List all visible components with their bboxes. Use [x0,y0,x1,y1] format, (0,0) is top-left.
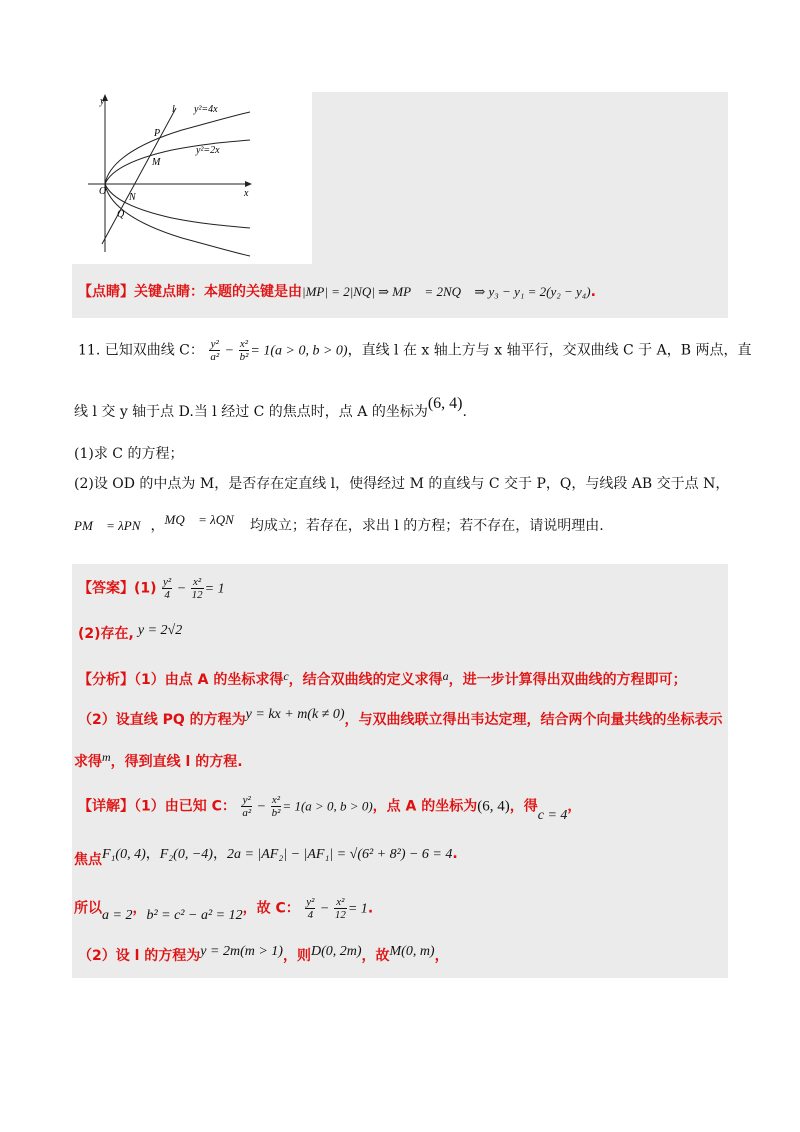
analysis-line-2 [78,707,723,731]
detail1-b: ，点 A 的坐标为 [372,798,478,815]
analysis3-b: ，得到直线 l 的方程. [110,754,243,770]
detail1-y-term: $\frac{\text{y²}}{\text{a²}}$ [242,794,252,819]
analysis-line-1 [78,670,687,690]
parabola-graph [72,92,312,264]
answer-part2-eq: y = 2√2 [137,623,183,638]
problem-line-end: 均成立；若存在，求出 l 的方程；若不存在，请说明理由. [249,518,604,534]
detail1-c-eq: c = 4 [537,807,568,823]
analysis3-m: m [102,750,111,764]
detail4-m: M(0, m) [389,944,435,959]
detail-line-2: 焦点F₁(0, 4)，F₂(0, −4)，2a = |AF₂| − |AF₁| = √(6² + 8²) − 6 = 4. [74,846,458,868]
point-m-label: M [152,157,161,168]
detail3-a: 所以 [74,900,102,917]
problem-line-2 [74,395,467,422]
vector-eq-1: PM⃗ = λPN⃗ [74,518,151,533]
answer-part2-label: (2)存在, [78,626,134,642]
analysis2-a: （2）设直线 PQ 的方程为 [78,712,246,728]
axis-y-label: y [100,96,105,107]
analysis2-eq: y = kx + m(k ≠ 0) [245,707,345,722]
detail-line-1: 【详解】（1）由已知 C： $\frac{\text{y²}}{\text{a²}}$ − $\frac{\text{x²}}{\text{b²}}$ = 1(a > 0, b > 0)，点 A 的坐标为(6, 4)，得c = 4， [78,794,582,823]
detail4-a: （2）设 l 的方程为 [78,948,201,964]
analysis1-b: ，结合双曲线的定义求得 [288,672,443,688]
detail-line-4 [78,946,449,967]
detail3-x-term: $\frac{\text{x²}}{12}$ [334,896,346,921]
curve2-label: y²=2x [196,145,220,156]
detail3-eq1: a = 2 [102,907,133,923]
problem-line-vectors: PM⃗ = λPN⃗，MQ⃗ = λQN⃗ 均成立；若存在，求出 l 的方程；若不存在，请说明理由. [74,512,604,534]
problem-line-1: 11. 已知双曲线 C： $\frac{\text{y²}}{\text{a²}}$ − $\frac{\text{x²}}{\text{b²}}$ = 1(a > 0, b > 0)，直线 l 在 x 轴上方与 x 轴平行，交双曲线 C 于 A，B 两点，直 [78,338,752,363]
point-q-label: Q [117,209,125,220]
detail2-eq: 2a = |AF₂| − |AF₁| = √(6² + 8²) − 6 = 4 [226,847,453,862]
detail1-eq: = 1(a > 0, b > 0) [282,798,373,814]
dianjing-end: . [590,284,596,300]
analysis2-b: ，与双曲线联立得出韦达定理，结合两个向量共线的坐标表示 [344,712,723,728]
detail3-y-term: $\frac{\text{y²}}{4}$ [306,896,315,921]
answer-eq-suffix: = 1 [204,581,225,597]
detail4-d: D(0, 2m) [310,944,362,959]
detail3-end: . [367,900,374,917]
detail-line-3: 所以a = 2，b² = c² − a² = 12，故 C： $\frac{\text{y²}}{4}$ − $\frac{\text{x²}}{12}$ = 1. [74,896,374,923]
detail1-c: ，得 [509,798,538,815]
detail3-eq2: b² = c² − a² = 12 [146,907,243,923]
problem-part2 [74,474,729,494]
problem-line1-rest: ，直线 l 在 x 轴上方与 x 轴平行，交双曲线 C 于 A，B 两点，直 [347,342,752,359]
part2-text: (2)设 OD 的中点为 M，是否存在定直线 l，使得经过 M 的直线与 C 交于 P，Q，与线段 AB 交于点 N， [74,476,730,492]
point-o-label: O [99,186,107,197]
figure [72,92,312,264]
dianjing-line [78,282,596,302]
dianjing-tag: 【点睛】 [78,284,134,300]
detail1-coord: (6, 4) [477,798,510,815]
part1-text: (1)求 C 的方程； [74,446,184,462]
detail2-end: . [452,846,458,862]
detail1-end: ， [567,798,582,815]
answer-tag: 【答案】 [78,580,134,597]
detail2-f2: F₂(0, −4) [159,847,213,862]
detail3-eq3: = 1 [347,901,368,917]
problem-number: 11. [78,342,101,359]
detail2-f1: F₁(0, 4) [102,847,146,862]
detail3-b: ，故 C： [242,900,300,917]
hyperbola-x-term: $\frac{\text{x²}}{\text{b²}}$ [239,338,249,363]
detail4-eq: y = 2m(m > 1) [200,944,283,959]
line-l-label: l [172,104,175,115]
point-p-label: P [154,128,161,139]
answer-line-2 [78,624,182,645]
vector-eq-2: MQ⃗ = λQN⃗ [164,512,244,527]
detail-tag: 【详解】 [78,798,134,815]
analysis1-text: （1）由点 A 的坐标求得 [134,672,284,688]
answer-y-term: $\frac{\text{y²}}{4}$ [163,576,172,601]
detail4-end: ， [434,948,449,964]
hyperbola-y-term: $\frac{\text{y²}}{\text{a²}}$ [210,338,220,363]
problem-line2-end: . [462,404,467,420]
detail1-x-term: $\frac{\text{x²}}{\text{b²}}$ [271,794,281,819]
problem-intro: 已知双曲线 C： [104,342,204,359]
dianjing-math: |MP| = 2|NQ| ⇒ MP⃗ = 2NQ⃗ ⇒ y₃ − y₁ = 2(y₂ − y₄) [302,284,591,299]
hyperbola-eq-suffix: = 1(a > 0, b > 0) [250,343,348,359]
detail4-c: ，故 [361,948,390,964]
answer-line-1: 【答案】(1) $\frac{\text{y²}}{4}$ − $\frac{\text{x²}}{12}$ = 1 [78,576,225,601]
coord-a: (6, 4) [427,395,463,412]
axis-x-label: x [244,188,249,199]
detail1-a: （1）由已知 C： [134,798,236,815]
analysis-line-3 [74,752,243,772]
curve1-label: y²=4x [194,104,218,115]
detail2-a: 焦点 [74,852,102,868]
analysis1-a: a [442,669,449,683]
point-n-label: N [129,192,136,203]
analysis3-a: 求得 [74,754,102,770]
problem-line2: 线 l 交 y 轴于点 D.当 l 经过 C 的焦点时，点 A 的坐标为 [74,404,428,420]
answer-x-term: $\frac{\text{x²}}{12}$ [191,576,203,601]
answer-part1-label: (1) [134,580,157,597]
analysis1-c: c [283,669,289,683]
dianjing-text: 关键点睛：本题的关键是由 [134,284,302,300]
problem-part1 [74,444,183,464]
analysis-tag: 【分析】 [78,672,134,688]
detail4-b: ，则 [282,948,311,964]
analysis1-c2: ，进一步计算得出双曲线的方程即可； [448,672,687,688]
